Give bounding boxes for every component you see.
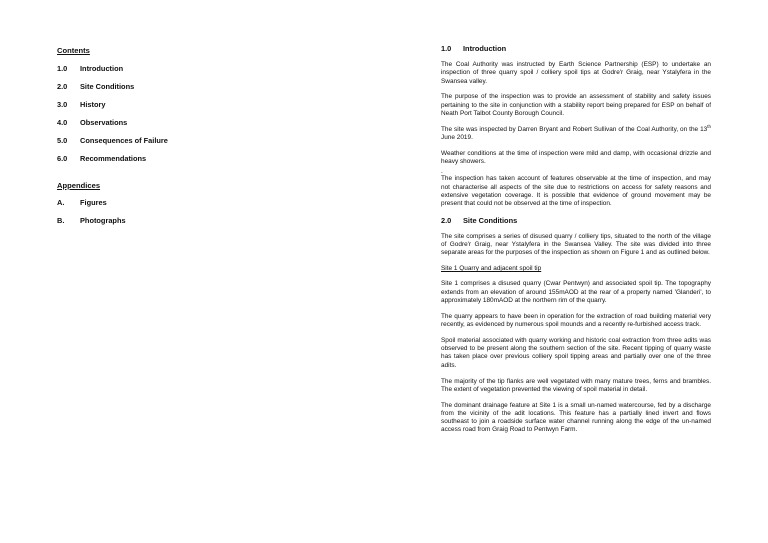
toc-item-recommendations: [57, 154, 146, 163]
appendix-item-letter: B.: [57, 216, 65, 225]
appendix-item-label: Figures: [80, 198, 107, 207]
section-title: Introduction: [463, 44, 507, 53]
contents-heading: Contents: [57, 46, 90, 55]
intro-p3-text: The site was inspected by Darren Bryant and Robert Sullivan of the Coal Authority, on the 13: [441, 125, 708, 133]
toc-item-label: Site Conditions: [80, 82, 135, 91]
intro-paragraph-5: The inspection has taken account of features observable at the time of inspection, and may not characterise all aspects of the site due to restrictions on access for safety reasons and extensive vegetation coverage. It is possible that evidence of ground movement may be present that could not be observed at the time of inspection.: [441, 175, 711, 208]
appendices-heading: Appendices: [57, 181, 101, 190]
toc-item-introduction: [57, 64, 123, 73]
section-heading-site-conditions: [441, 216, 711, 225]
site-paragraph-2: Site 1 comprises a disused quarry (Cwar Pentwyn) and associated spoil tip. The topography extends from an elevation of around 155mAOD at the rear of a property named 'Glanderi', to approximately 180mAOD at the northern rim of the quarry.: [441, 280, 711, 304]
report-body: [441, 44, 711, 442]
site-paragraph-6: The dominant drainage feature at Site 1 is a small un-named watercourse, fed by a discharge from the vicinity of the adit locations. This feature has a partially lined invert and flows southeast to join a roadside surface water channel running along the edge of the un-named access road from Graig Road to Pentwyn Farm.: [441, 401, 711, 434]
toc-item-observations: [57, 118, 127, 127]
stray-period-mark: .: [441, 168, 443, 176]
toc-item-number: 6.0: [57, 154, 68, 163]
toc-item-consequences-of-failure: [57, 136, 168, 145]
intro-p3-text-end: June 2019.: [441, 133, 473, 141]
toc-item-label: Consequences of Failure: [80, 136, 168, 145]
section-heading-introduction: [441, 44, 711, 53]
intro-paragraph-2: The purpose of the inspection was to provide an assessment of stability and safety issues pertaining to the site in conjunction with a stability report being prepared for ESP on behalf of Neath Port Talbot County Borough Council.: [441, 93, 711, 117]
toc-item-number: 3.0: [57, 100, 68, 109]
site-paragraph-5: The majority of the tip flanks are well vegetated with many mature trees, ferns and brambles. The extent of vegetation prevented the viewing of spoil material in detail.: [441, 377, 711, 393]
intro-paragraph-3: [441, 123, 711, 143]
appendix-item-figures: [57, 198, 107, 207]
appendix-item-letter: A.: [57, 198, 65, 207]
date-ordinal-suffix: th: [707, 123, 711, 129]
toc-item-history: [57, 100, 105, 109]
section-number: 2.0: [441, 215, 452, 225]
toc-item-label: History: [80, 100, 106, 109]
section-title: Site Conditions: [463, 215, 518, 225]
toc-item-label: Recommendations: [80, 154, 147, 163]
toc-item-number: 4.0: [57, 118, 68, 127]
intro-paragraph-1: The Coal Authority was instructed by Earth Science Partnership (ESP) to undertake an inspection of three quarry spoil / colliery spoil tips at Godre'r Graig, near Ystalyfera in the Swansea valley.: [441, 61, 711, 85]
toc-item-label: Introduction: [80, 64, 124, 73]
subheading-site-1: Site 1 Quarry and adjacent spoil tip: [441, 265, 542, 273]
appendix-item-label: Photographs: [80, 216, 126, 225]
site-paragraph-4: Spoil material associated with quarry working and historic coal extraction from three adits was observed to be present along the southern section of the site. Recent tipping of quarry waste has taken place over previous colliery spoil tipping areas and partially over one of the three adits.: [441, 336, 711, 369]
toc-item-number: 2.0: [57, 82, 68, 91]
toc-item-site-conditions: [57, 82, 134, 91]
intro-paragraph-4: Weather conditions at the time of inspection were mild and damp, with occasional drizzle and heavy showers.: [441, 149, 711, 166]
section-number: 1.0: [441, 44, 452, 53]
toc-item-label: Observations: [80, 118, 128, 127]
appendix-item-photographs: [57, 216, 126, 225]
site-paragraph-3: The quarry appears to have been in operation for the extraction of road building material very recently, as evidenced by numerous spoil mounds and a recently re-furbished access track.: [441, 312, 711, 329]
site-paragraph-1: The site comprises a series of disused quarry / colliery tips, situated to the north of the village of Godre'r Graig, near Ystalyfera in the Swansea Valley. The site was divided into three separate areas for the purposes of the inspection as shown on Figure 1 and as outlined below.: [441, 232, 711, 257]
toc-item-number: 5.0: [57, 136, 68, 145]
toc-item-number: 1.0: [57, 64, 68, 73]
